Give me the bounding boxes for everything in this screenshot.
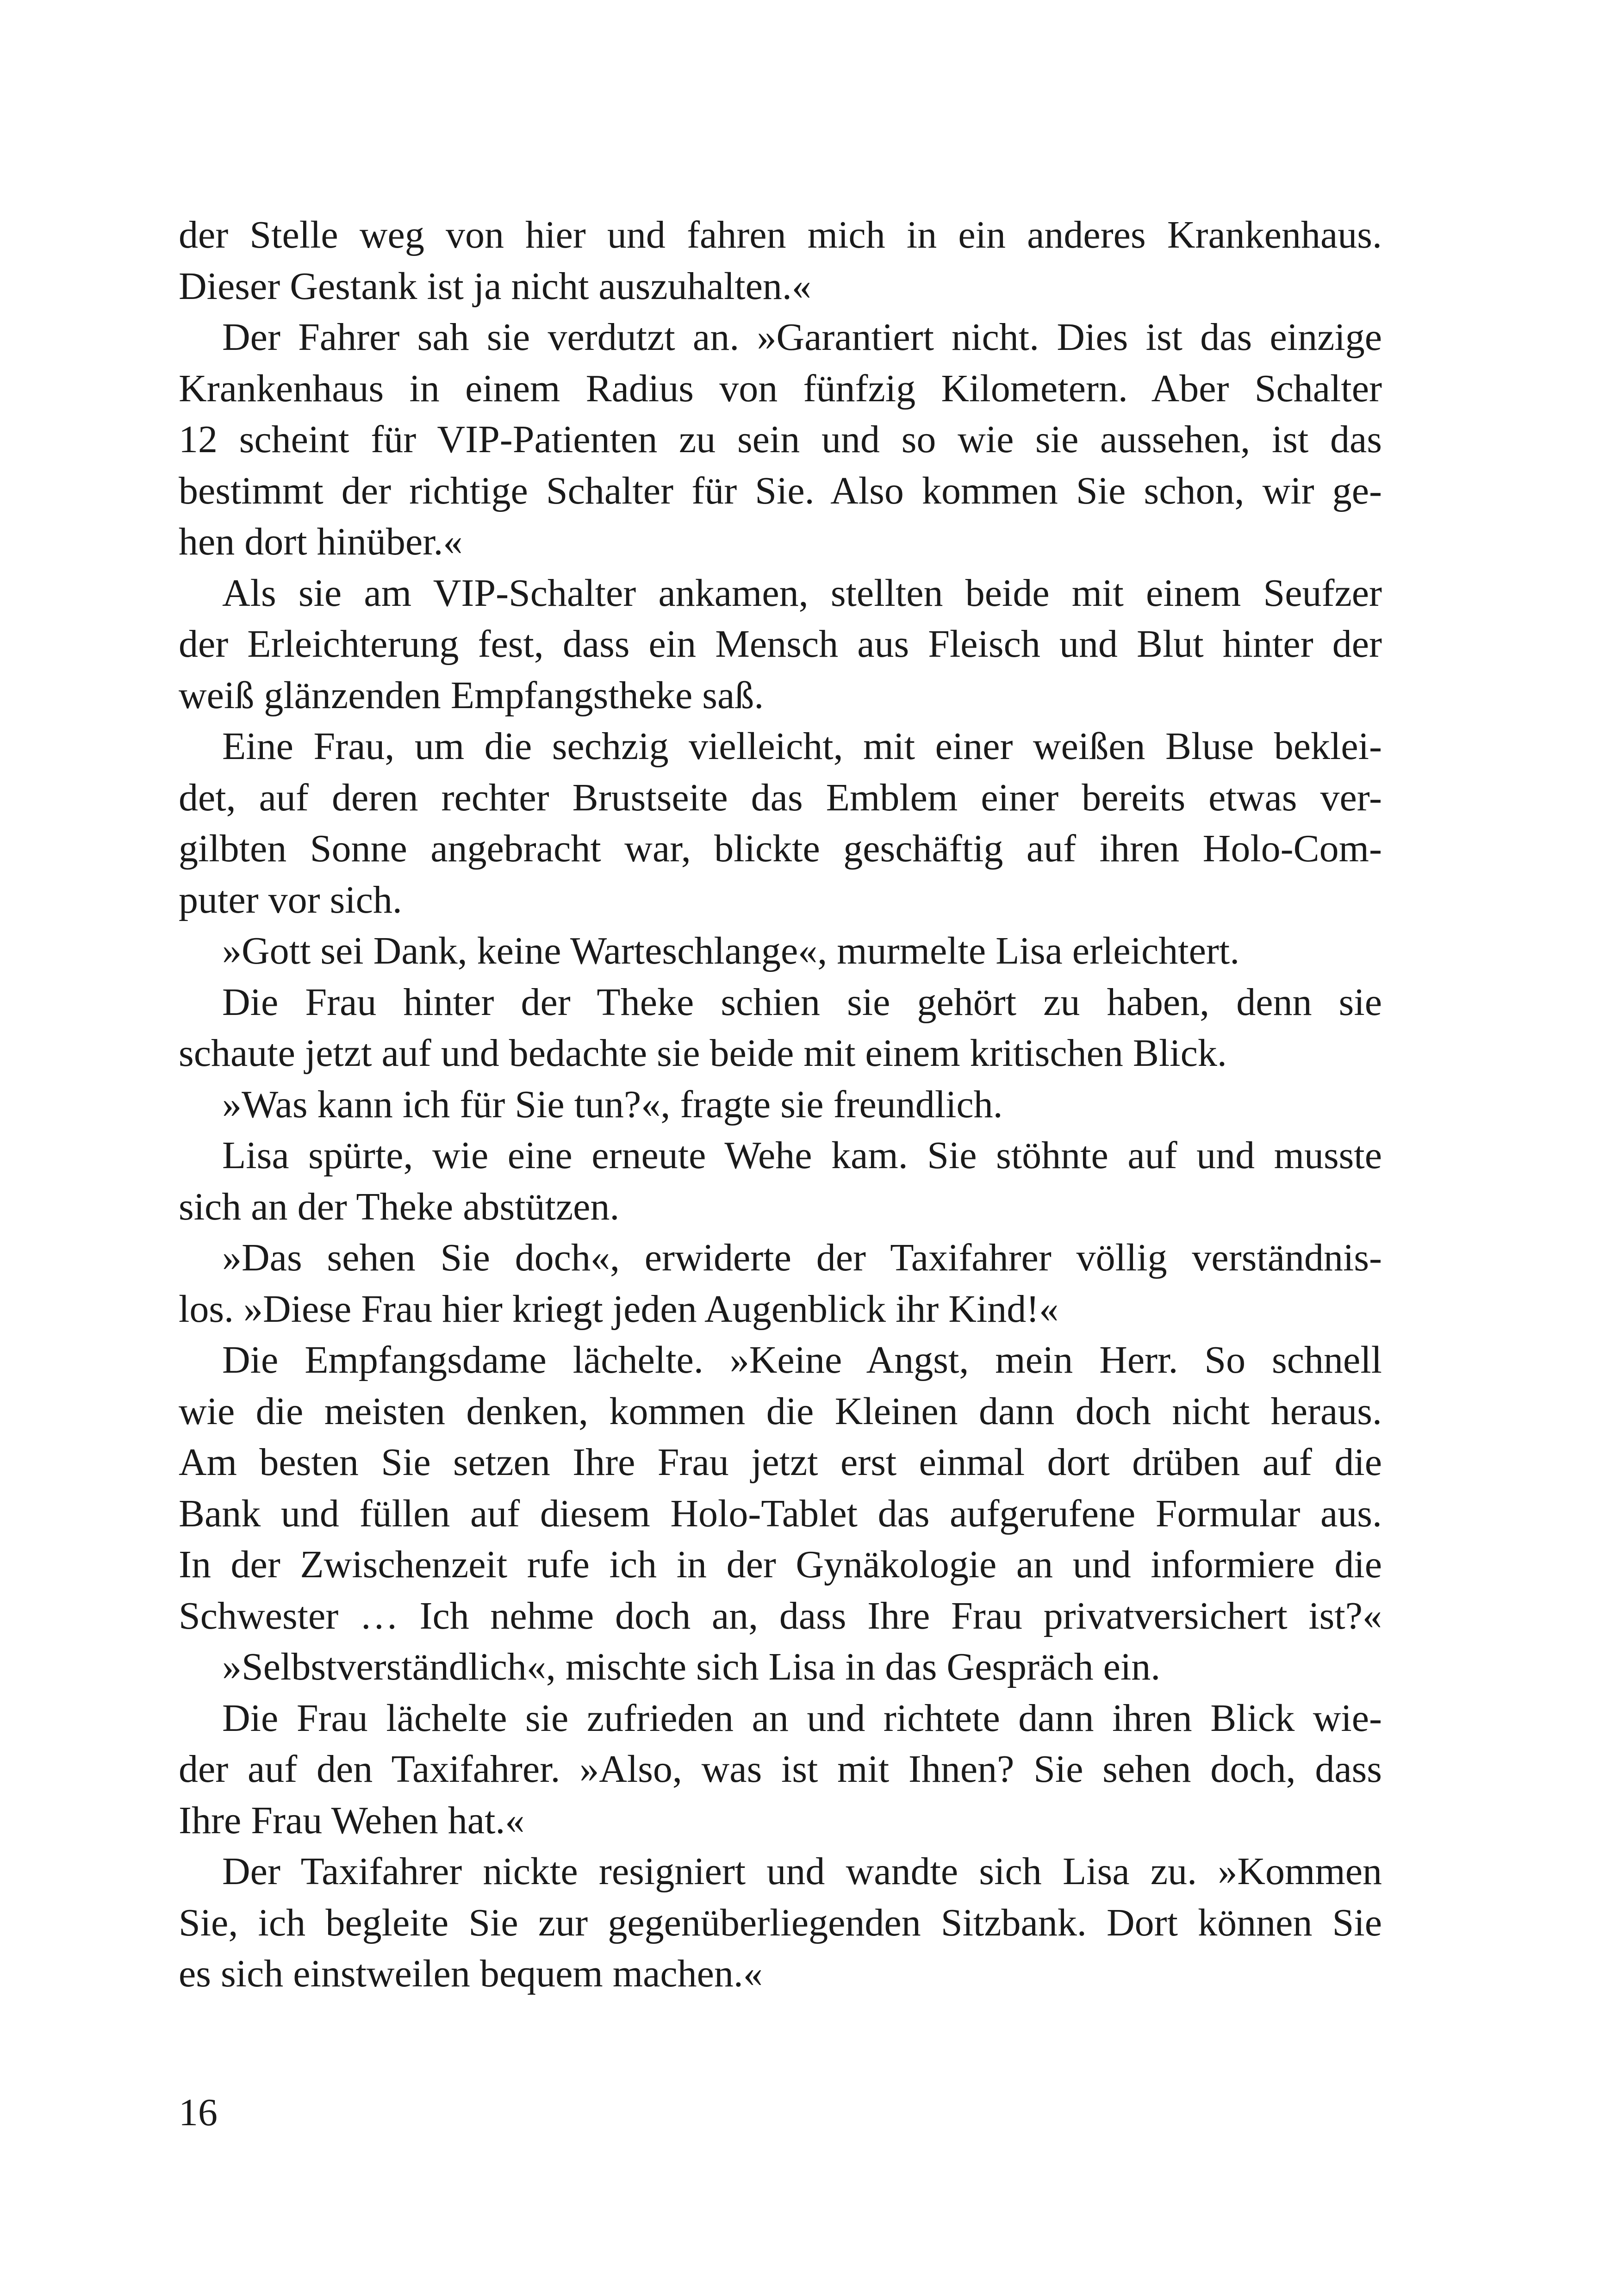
text-line: »Das sehen Sie doch«, erwiderte der Taxifahrer völlig verständnis- [222,1236,1382,1279]
text-line: Der Taxifahrer nickte resigniert und wandte sich Lisa zu. »Kommen [222,1850,1382,1893]
text-line: Die Empfangsdame lächelte. »Keine Angst, mein Herr. So schnell [222,1338,1382,1381]
text-line: Sie, ich begleite Sie zur gegenüberliegenden Sitzbank. Dort können Sie [179,1901,1382,1944]
text-line: In der Zwischenzeit rufe ich in der Gynäkologie an und informiere die [179,1543,1382,1586]
text-line: bestimmt der richtige Schalter für Sie. Also kommen Sie schon, wir ge- [179,469,1382,512]
text-line: gilbten Sonne angebracht war, blickte geschäftig auf ihren Holo-Com- [179,827,1382,870]
text-line: Dieser Gestank ist ja nicht auszuhalten.« [179,264,811,308]
text-line: Die Frau lächelte sie zufrieden an und richtete dann ihren Blick wie- [222,1696,1382,1740]
text-line: wie die meisten denken, kommen die Kleinen dann doch nicht heraus. [179,1389,1382,1433]
text-line: sich an der Theke abstützen. [179,1185,620,1228]
text-line: Schwester … Ich nehme doch an, dass Ihre Frau privatversichert ist?« [179,1594,1382,1637]
text-line: Ihre Frau Wehen hat.« [179,1798,525,1842]
text-line: es sich einstweilen bequem machen.« [179,1952,763,1995]
text-line: Die Frau hinter der Theke schien sie gehört zu haben, denn sie [222,980,1382,1024]
text-line: Eine Frau, um die sechzig vielleicht, mit einer weißen Bluse beklei- [222,725,1382,768]
page-number: 16 [179,2091,218,2134]
text-line: Als sie am VIP-Schalter ankamen, stellten beide mit einem Seufzer [222,571,1382,615]
text-line: Bank und füllen auf diesem Holo-Tablet das aufgerufene Formular aus. [179,1492,1382,1535]
text-line: hen dort hinüber.« [179,520,463,563]
text-line: los. »Diese Frau hier kriegt jeden Augenblick ihr Kind!« [179,1287,1059,1331]
text-line: 12 scheint für VIP-Patienten zu sein und so wie sie aussehen, ist das [179,418,1382,461]
text-line: det, auf deren rechter Brustseite das Emblem einer bereits etwas ver- [179,776,1382,819]
text-line: schaute jetzt auf und bedachte sie beide mit einem kritischen Blick. [179,1032,1227,1075]
text-line: Am besten Sie setzen Ihre Frau jetzt erst einmal dort drüben auf die [179,1441,1382,1484]
text-line: der auf den Taxifahrer. »Also, was ist mit Ihnen? Sie sehen doch, dass [179,1748,1382,1791]
text-line: Der Fahrer sah sie verdutzt an. »Garantiert nicht. Dies ist das einzige [222,316,1382,359]
body-text [179,210,1382,2000]
text-line: Krankenhaus in einem Radius von fünfzig Kilometern. Aber Schalter [179,367,1382,410]
text-line: »Gott sei Dank, keine Warteschlange«, murmelte Lisa erleichtert. [222,929,1240,972]
text-line: puter vor sich. [179,878,402,921]
text-line: weiß glänzenden Empfangstheke saß. [179,673,764,717]
text-line: »Selbstverständlich«, mischte sich Lisa in das Gespräch ein. [222,1645,1161,1688]
text-line: »Was kann ich für Sie tun?«, fragte sie freundlich. [222,1083,1003,1126]
text-line: der Stelle weg von hier und fahren mich in ein anderes Krankenhaus. [179,213,1382,256]
text-line: der Erleichterung fest, dass ein Mensch aus Fleisch und Blut hinter der [179,622,1382,666]
text-line: Lisa spürte, wie eine erneute Wehe kam. Sie stöhnte auf und musste [222,1134,1382,1177]
